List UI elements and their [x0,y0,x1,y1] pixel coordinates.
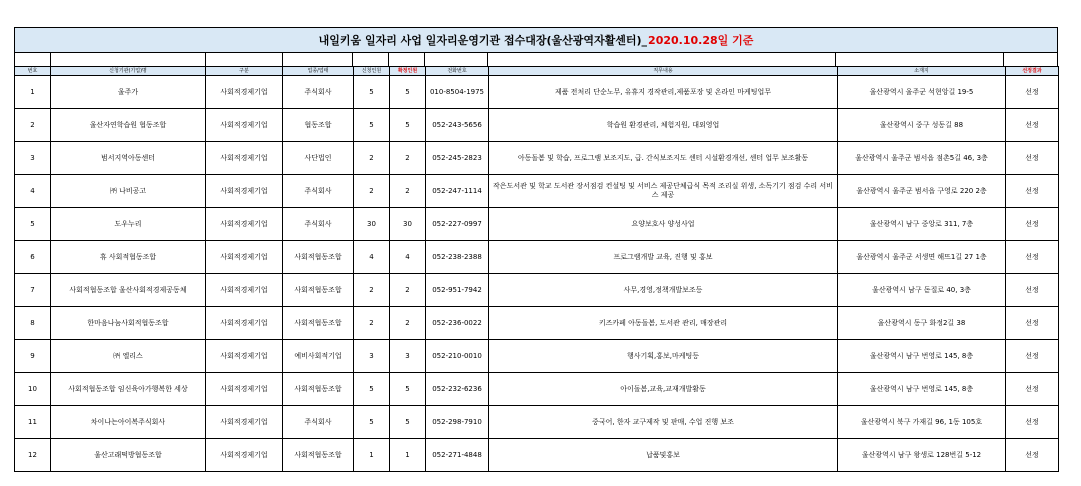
spreadsheet [14,27,1058,472]
table-row [15,208,1059,241]
cell-category: 사회적경제기업 [206,439,283,472]
cell-duty: 아이돌봄,교육,교재개발활동 [489,373,838,406]
cell-category: 사회적경제기업 [206,76,283,109]
cell-address: 울산광역시 남구 번영로 145, 8층 [838,340,1006,373]
cell-result: 선정 [1006,439,1059,472]
cell-address: 울산광역시 울주군 서생면 해뜨1길 27 1층 [838,241,1006,274]
cell-org-name: ㈜ 나비공고 [51,175,206,208]
title-main: 내일키움 일자리 사업 일자리운영기관 접수대장(울산광역자활센터)_ [318,34,648,47]
table-row [15,340,1059,373]
cell-org-name: 울산고래떡방협동조합 [51,439,206,472]
cell-address: 울산광역시 중구 성동길 88 [838,109,1006,142]
cell-requested: 5 [354,406,390,439]
cell-address: 울산광역시 울주군 범서읍 점촌5길 46, 3층 [838,142,1006,175]
cell-phone: 010-8504-1975 [426,76,489,109]
cell-confirmed: 2 [390,307,426,340]
cell-address: 울산광역시 동구 화정2길 38 [838,307,1006,340]
table-row [15,109,1059,142]
cell-duty: 프로그램개발 교육, 진행 및 홍보 [489,241,838,274]
cell-result: 선정 [1006,373,1059,406]
blank-row [14,53,1058,66]
cell-requested: 5 [354,76,390,109]
cell-category: 사회적경제기업 [206,208,283,241]
cell-business-type: 주식회사 [283,208,354,241]
cell-address: 울산광역시 남구 왕생로 128번길 5-12 [838,439,1006,472]
cell-confirmed: 5 [390,109,426,142]
cell-phone: 052-210-0010 [426,340,489,373]
cell-confirmed: 5 [390,76,426,109]
table-row [15,241,1059,274]
col-org-name: 신청기관(기업)명 [51,67,206,76]
cell-result: 선정 [1006,340,1059,373]
cell-result: 선정 [1006,76,1059,109]
cell-confirmed: 5 [390,406,426,439]
cell-category: 사회적경제기업 [206,274,283,307]
cell-confirmed: 1 [390,439,426,472]
cell-result: 선정 [1006,142,1059,175]
col-phone: 전화번호 [426,67,489,76]
cell-org-name: 사회적협동조합 임신육아가행복한 세상 [51,373,206,406]
cell-duty: 납품및홍보 [489,439,838,472]
sheet-title [14,27,1058,53]
cell-phone: 052-271-4848 [426,439,489,472]
cell-business-type: 협동조합 [283,109,354,142]
table-row [15,439,1059,472]
cell-number: 3 [15,142,51,175]
cell-address: 울산광역시 울주군 범서읍 구영로 220 2층 [838,175,1006,208]
cell-requested: 4 [354,241,390,274]
cell-requested: 2 [354,307,390,340]
table-row [15,76,1059,109]
cell-business-type: 주식회사 [283,76,354,109]
cell-address: 울산광역시 울주군 석현앙길 19-5 [838,76,1006,109]
cell-number: 9 [15,340,51,373]
cell-phone: 052-238-2388 [426,241,489,274]
table-row [15,406,1059,439]
cell-phone: 052-245-2823 [426,142,489,175]
table-row [15,307,1059,340]
cell-org-name: 도우누리 [51,208,206,241]
cell-phone: 052-227-0997 [426,208,489,241]
cell-category: 사회적경제기업 [206,373,283,406]
cell-confirmed: 3 [390,340,426,373]
cell-requested: 2 [354,142,390,175]
title-date: 2020.10.28일 기준 [648,34,754,47]
col-number: 번호 [15,67,51,76]
cell-requested: 30 [354,208,390,241]
cell-confirmed: 2 [390,142,426,175]
header-row [15,67,1059,76]
cell-duty: 사무,경영,정책개발보조등 [489,274,838,307]
cell-address: 울산광역시 남구 중앙로 311, 7층 [838,208,1006,241]
cell-org-name: 차이나는아이복주식회사 [51,406,206,439]
cell-phone: 052-951-7942 [426,274,489,307]
cell-org-name: ㈜ 엘리스 [51,340,206,373]
cell-confirmed: 5 [390,373,426,406]
cell-org-name: 울주가 [51,76,206,109]
cell-phone: 052-298-7910 [426,406,489,439]
cell-business-type: 사단법인 [283,142,354,175]
cell-org-name: 울산자연학습원 협동조합 [51,109,206,142]
cell-duty: 요양보호사 양성사업 [489,208,838,241]
col-category: 구분 [206,67,283,76]
cell-requested: 5 [354,373,390,406]
col-duty: 직무내용 [489,67,838,76]
cell-business-type: 사회적협동조합 [283,307,354,340]
cell-duty: 작은도서관 및 학교 도서관 장서점검 컨설팅 및 서비스 제공단체급식 목적 조리실 위생, 소독기기 점검 수리 서비스 제공 [489,175,838,208]
cell-business-type: 주식회사 [283,406,354,439]
cell-requested: 2 [354,175,390,208]
cell-address: 울산광역시 남구 돋질로 40, 3층 [838,274,1006,307]
cell-category: 사회적경제기업 [206,241,283,274]
col-requested: 신청인원 [354,67,390,76]
cell-result: 선정 [1006,175,1059,208]
cell-duty: 학습원 환경관리, 체험지원, 대외영업 [489,109,838,142]
cell-address: 울산광역시 북구 가재길 96, 1동 105호 [838,406,1006,439]
cell-confirmed: 2 [390,175,426,208]
cell-phone: 052-236-0022 [426,307,489,340]
cell-duty: 키즈카페 아동돌봄, 도서관 관리, 매장관리 [489,307,838,340]
col-business-type: 업종/업태 [283,67,354,76]
cell-number: 4 [15,175,51,208]
cell-number: 11 [15,406,51,439]
cell-duty: 아동돌봄 및 학습, 프로그램 보조지도, 급. 간식보조지도 센터 시설환경개선, 센터 업무 보조활동 [489,142,838,175]
col-confirmed: 확정인원 [390,67,426,76]
cell-result: 선정 [1006,208,1059,241]
col-address: 소재지 [838,67,1006,76]
cell-business-type: 사회적협동조합 [283,241,354,274]
cell-confirmed: 30 [390,208,426,241]
cell-number: 8 [15,307,51,340]
cell-requested: 2 [354,274,390,307]
cell-duty: 중국어, 한자 교구제작 및 판매, 수업 진행 보조 [489,406,838,439]
cell-number: 2 [15,109,51,142]
cell-number: 6 [15,241,51,274]
cell-duty: 행사기획,홍보,마케팅등 [489,340,838,373]
table-row [15,274,1059,307]
cell-result: 선정 [1006,109,1059,142]
cell-confirmed: 4 [390,241,426,274]
cell-category: 사회적경제기업 [206,142,283,175]
cell-number: 5 [15,208,51,241]
cell-result: 선정 [1006,406,1059,439]
cell-phone: 052-232-6236 [426,373,489,406]
cell-category: 사회적경제기업 [206,175,283,208]
cell-org-name: 한마음나눔사회적협동조합 [51,307,206,340]
col-result: 선정결과 [1006,67,1059,76]
cell-business-type: 사회적협동조합 [283,274,354,307]
cell-business-type: 주식회사 [283,175,354,208]
cell-requested: 1 [354,439,390,472]
cell-org-name: 범서지역아동센터 [51,142,206,175]
cell-phone: 052-243-5656 [426,109,489,142]
cell-org-name: 휴 사회적협동조합 [51,241,206,274]
table-row [15,142,1059,175]
cell-business-type: 예비사회적기업 [283,340,354,373]
cell-requested: 5 [354,109,390,142]
cell-result: 선정 [1006,274,1059,307]
table-row [15,373,1059,406]
cell-number: 10 [15,373,51,406]
cell-number: 7 [15,274,51,307]
cell-category: 사회적경제기업 [206,109,283,142]
cell-number: 12 [15,439,51,472]
cell-category: 사회적경제기업 [206,307,283,340]
cell-phone: 052-247-1114 [426,175,489,208]
cell-business-type: 사회적협동조합 [283,439,354,472]
cell-confirmed: 2 [390,274,426,307]
intake-table [14,66,1059,472]
cell-category: 사회적경제기업 [206,406,283,439]
cell-business-type: 사회적협동조합 [283,373,354,406]
table-row [15,175,1059,208]
cell-requested: 3 [354,340,390,373]
cell-org-name: 사회적협동조합 울산사회적경제공동체 [51,274,206,307]
cell-result: 선정 [1006,241,1059,274]
cell-category: 사회적경제기업 [206,340,283,373]
cell-number: 1 [15,76,51,109]
cell-address: 울산광역시 남구 번영로 145, 8층 [838,373,1006,406]
cell-duty: 제품 전처리 단순노무, 유휴지 경작관리,제품포장 및 온라인 마케팅업무 [489,76,838,109]
cell-result: 선정 [1006,307,1059,340]
